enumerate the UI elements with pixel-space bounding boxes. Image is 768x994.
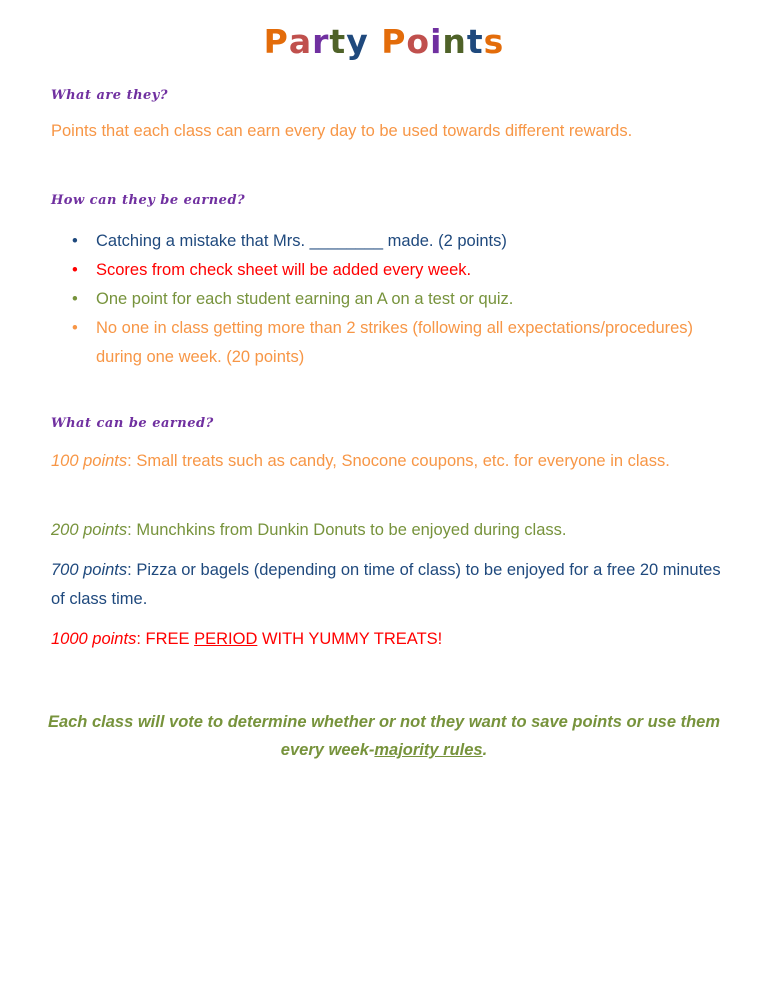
reward-points: 700 points [51, 561, 128, 579]
title-letter [369, 22, 382, 61]
title-letter: o [406, 22, 431, 61]
reward-item-700 [51, 556, 731, 614]
reward-points: 1000 points [51, 630, 137, 648]
reward-points: 200 points [51, 521, 128, 539]
closing-underlined: majority rules [374, 741, 483, 759]
bullet-icon: • [72, 232, 78, 250]
title-letter: y [346, 22, 369, 61]
title-letter: r [312, 22, 330, 61]
reward-text: : FREE [136, 630, 195, 648]
title-letter: t [329, 22, 347, 61]
reward-points: 100 points [51, 452, 128, 470]
list-item: • Scores from check sheet will be added every week. [72, 256, 712, 285]
section-heading-what: What are they? [51, 88, 168, 103]
reward-text: : Munchkins from Dunkin Donuts to be enjoyed during class. [127, 521, 567, 539]
title-letter: s [483, 22, 505, 61]
bullet-icon: • [72, 261, 78, 279]
section-heading-how: How can they be earned? [51, 193, 246, 208]
reward-text-end: WITH YUMMY TREATS! [257, 630, 443, 648]
bullet-icon: • [72, 319, 78, 337]
title-letter: P [263, 22, 289, 61]
bullet-icon: • [72, 290, 78, 308]
list-item: • No one in class getting more than 2 strikes (following all expectations/procedures) during one week. (20 points) [72, 314, 712, 372]
section-heading-rewards: What can be earned? [51, 416, 214, 431]
title-letter: P [381, 22, 407, 61]
earning-list [72, 227, 712, 372]
closing-note: Each class will vote to determine whether or not they want to save points or use them every week-majority rules. [47, 713, 721, 759]
reward-item-200 [51, 516, 731, 545]
title-letter: a [288, 22, 313, 61]
title-letter: n [442, 22, 467, 61]
reward-text: : Small treats such as candy, Snocone coupons, etc. for everyone in class. [127, 452, 670, 470]
title-letter: t [466, 22, 484, 61]
list-item: • Catching a mistake that Mrs. ________ made. (2 points) [72, 227, 712, 256]
list-item: • One point for each student earning an A on a test or quiz. [72, 285, 712, 314]
reward-text-underlined: PERIOD [194, 630, 258, 648]
section-body-what: Points that each class can earn every day to be used towards different rewards. [51, 122, 633, 140]
page-title [0, 22, 768, 61]
reward-text: : Pizza or bagels (depending on time of class) to be enjoyed for a free 20 minutes of class time. [51, 561, 721, 608]
reward-item-100 [51, 447, 731, 476]
reward-item-1000 [51, 625, 731, 654]
title-letter: i [430, 22, 443, 61]
